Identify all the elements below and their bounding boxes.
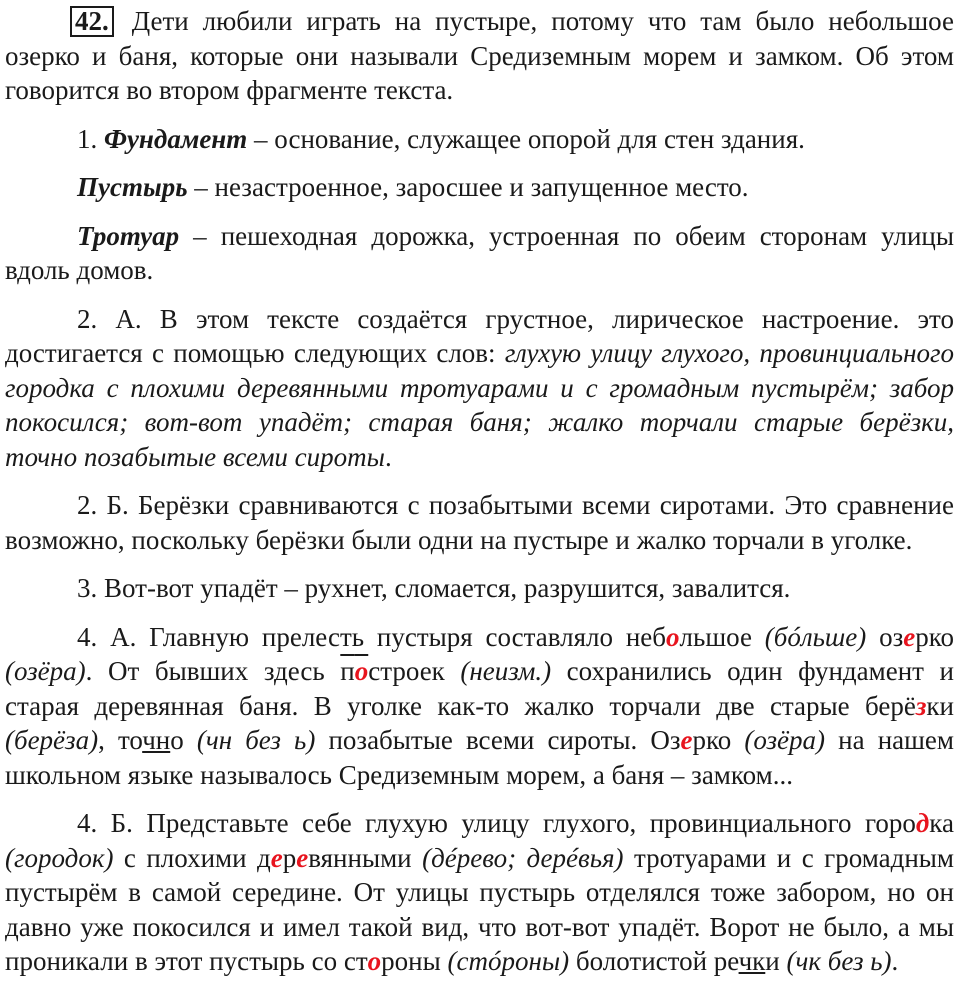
answer-4b <box>5 806 954 979</box>
underlined-letters: чк <box>738 946 766 976</box>
text-run: с плохими д <box>113 842 271 873</box>
text-run: вянными <box>308 842 423 873</box>
highlighted-letter: о <box>666 621 680 652</box>
hint: (дéрево; дерéвья) <box>422 842 624 873</box>
text-run: рко <box>692 725 745 755</box>
text-run: , то <box>98 725 143 755</box>
answer-2b <box>5 488 954 557</box>
term-wasteland: Пустырь <box>77 172 188 202</box>
text-run <box>445 656 461 686</box>
text-run: ка <box>929 808 954 838</box>
text-run: оз <box>866 621 904 652</box>
answer-4a <box>5 620 954 793</box>
highlighted-letter: о <box>354 656 369 686</box>
highlighted-letter: з <box>915 690 927 721</box>
hint: (неизм.) <box>460 656 552 686</box>
definition-foundation <box>5 122 954 157</box>
hint: (берёза) <box>5 725 99 755</box>
answer-3 <box>5 571 954 606</box>
text-run: тротуарами и с громадным пустырём в самой середине. От улицы пустырь отделялся тоже забором, но он давно уже покосился и имел такой вид, что вот-вот упадёт. Ворот не было, а мы проникали в этот пустырь со ст <box>5 842 954 976</box>
text-run: роны <box>381 946 448 976</box>
highlighted-letter: е <box>296 842 309 873</box>
intro-text: Дети любили играть на пустыре, потому что там было небольшое озерко и баня, которые они называли Средиземным морем и замком. Об этом говорится во втором фрагменте текста. <box>5 6 954 105</box>
term-sidewalk: Тротуар <box>77 220 180 251</box>
definition-text: – основание, служащее опорой для стен здания. <box>247 123 805 154</box>
definition-text: – пешеходная дорожка, устроенная по обеим сторонам улицы вдоль домов. <box>5 220 954 285</box>
answer-2a-quote: глухую улицу глухого, провинциального городка с плохими деревянными тротуарами и с громадным пустырём; забор покосился; вот-вот упадёт; старая баня; жалко торчали старые берёзки, точно позабытые всеми сироты <box>5 338 954 472</box>
answer-intro <box>5 4 954 108</box>
text-run: 4. А. Главную прелесть пустыря составляло неб <box>77 621 667 652</box>
hint: (стóроны) <box>447 946 570 976</box>
highlighted-letter: е <box>680 725 693 755</box>
highlighted-letter: е <box>903 621 916 652</box>
hint: (городок) <box>5 842 114 873</box>
text-run: 4. Б. Представьте себе глухую улицу глухого, провинциального горо <box>77 808 916 838</box>
text-run: рко <box>915 621 954 652</box>
answer-2a-lead: 2. А. В этом тексте создаётся грустное, лирическое настроение. это достигается с помощью следующих слов: <box>5 303 954 368</box>
definition-sidewalk <box>5 219 954 288</box>
text-run: и <box>765 946 787 976</box>
term-foundation: Фундамент <box>104 123 248 154</box>
text-run: строек <box>368 656 445 686</box>
text-run: . <box>891 946 899 976</box>
text-run: р <box>282 842 297 873</box>
text-run: болотистой ре <box>569 946 739 976</box>
text-run: сохранились один фундамент и старая деревянная баня. В уголке как-то жалко торчали две старые берё <box>5 656 954 721</box>
task-number-box: 42. <box>70 6 114 37</box>
hint: (бóльше) <box>764 621 867 652</box>
text-run: ки <box>926 690 954 721</box>
definition-wasteland <box>5 170 954 205</box>
text-run: позабытые всеми сироты. Оз <box>315 725 681 755</box>
text-run: п <box>340 656 355 686</box>
answer-2b-text: 2. Б. Берёзки сравниваются с позабытыми всеми сиротами. Это сравнение возможно, поскольку берёзки были одни на пустыре и жалко торчали в уголке. <box>5 490 954 555</box>
text-run: на нашем школьном языке называлось Средиземным морем, а баня – замком... <box>5 725 954 790</box>
answer-3-text: 3. Вот-вот упадёт – рухнет, сломается, разрушится, завалится. <box>77 573 791 603</box>
underlined-letters: чн <box>142 725 171 755</box>
definition-text: – незастроенное, заросшее и запущенное место. <box>187 172 749 202</box>
text-run: о <box>170 725 197 755</box>
highlighted-letter: о <box>367 946 382 976</box>
hint: (чк без ь) <box>786 946 892 976</box>
hint: (озёра) <box>744 725 826 755</box>
hint: (озёра) <box>5 656 86 686</box>
answer-2a-end: . <box>384 441 392 472</box>
prefix-mark <box>340 656 368 686</box>
highlighted-letter: д <box>915 808 930 838</box>
item-number: 1. <box>77 123 98 154</box>
answer-2a <box>5 302 954 475</box>
text-run: льшое <box>679 621 765 652</box>
hint: (чн без ь) <box>196 725 316 755</box>
highlighted-letter: е <box>270 842 283 873</box>
text-run: . От бывших здесь <box>85 656 341 686</box>
